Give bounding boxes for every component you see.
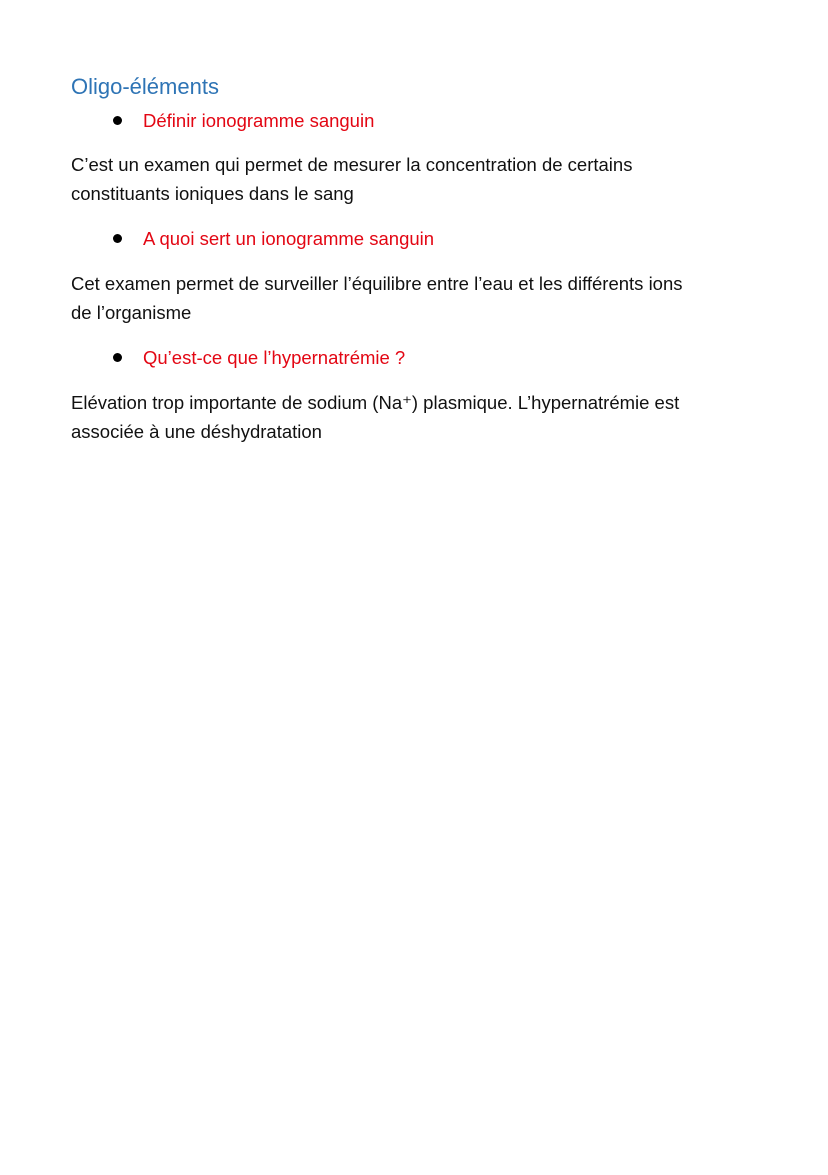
- bullet-icon: [113, 353, 122, 362]
- document-heading: Oligo-éléments: [71, 74, 219, 99]
- question-text: Qu’est-ce que l’hypernatrémie ?: [143, 347, 406, 368]
- question-item: [0, 226, 828, 252]
- question-item: [0, 345, 828, 371]
- question-item: [0, 108, 828, 134]
- question-text: A quoi sert un ionogramme sanguin: [143, 228, 435, 249]
- answer-paragraph: Cet examen permet de surveiller l’équilibre entre l’eau et les différents ions de l’organisme: [71, 273, 683, 323]
- question-text: Définir ionogramme sanguin: [143, 110, 375, 131]
- bullet-icon: [113, 234, 122, 243]
- answer-paragraph: C’est un examen qui permet de mesurer la concentration de certains constituants ioniques dans le sang: [71, 154, 633, 204]
- bullet-icon: [113, 116, 122, 125]
- answer-paragraph: Elévation trop importante de sodium (Na⁺) plasmique. L’hypernatrémie est associée à une déshydratation: [71, 392, 680, 442]
